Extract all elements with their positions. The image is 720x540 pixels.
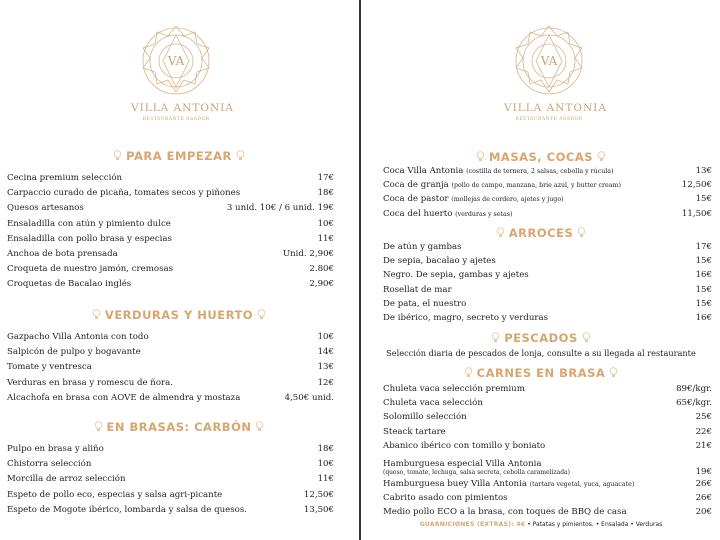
bulb-icon: [577, 227, 586, 238]
bulb-icon: [476, 151, 485, 162]
menu-item: Steack tartare 22€: [383, 426, 712, 437]
section-heading-pescados: PESCADOS: [362, 331, 720, 345]
bulb-icon: [255, 421, 264, 432]
mandala-logo-icon: [139, 22, 213, 100]
menu-list-carnes: [383, 382, 712, 520]
mandala-logo-icon: [512, 22, 586, 100]
bulb-icon: [609, 367, 618, 378]
extras-items: • Patatas y pimientos. • Ensalada • Verduras: [527, 521, 663, 528]
menu-item: Negro. De sepia, gambas y ajetes 16€: [383, 270, 712, 281]
menu-item: De sepia, bacalao y ajetes 15€: [383, 256, 712, 267]
brand-logo: [504, 22, 607, 122]
menu-item: Morcilla de arroz selección 11€: [7, 474, 334, 485]
page-divider: [359, 0, 361, 540]
menu-item: Croqueta de nuestro jamón, cremosas 2.80€: [7, 264, 334, 275]
menu-item: Hamburguesa buey Villa Antonia (tartara vegetal, yuca, aguacate) 26€: [383, 478, 712, 489]
menu-item: Cabrito asado con pimientos 26€: [383, 493, 712, 504]
section-heading-masas: MASAS, COCAS: [362, 150, 720, 164]
bulb-icon: [491, 332, 500, 343]
section-heading-para-empezar: PARA EMPEZAR: [0, 149, 358, 163]
bulb-icon: [236, 150, 245, 161]
menu-item: Hamburguesa especial Villa Antonia (queso, tomate, lechuga, salsa secreta, cebolla caramelizada) 19€: [383, 458, 712, 477]
section-heading-arroces: ARROCES: [362, 226, 720, 240]
menu-item: Abanico ibérico con tomillo y boniato 21€: [383, 440, 712, 451]
menu-item: Coca Villa Antonia (costilla de ternera, 2 salsas, cebolla y rúcula) 13€: [383, 166, 712, 176]
menu-item: Carpaccio curado de picaña, tomates secos y piñones 18€: [7, 188, 334, 199]
brand-name: VILLA ANTONIA: [131, 102, 234, 114]
menu-item: Cecina premium selección 17€: [7, 173, 334, 183]
menu-item: Coca del huerto (verduras y setas) 11,50€: [383, 208, 712, 219]
brand-tagline: RESTAURANTE ASADOR: [142, 117, 210, 122]
bulb-icon: [257, 309, 266, 320]
menu-item: Pulpo en brasa y aliño 18€: [7, 444, 334, 454]
bulb-icon: [496, 227, 505, 238]
menu-item: Alcachofa en brasa con AOVE de almendra y mostaza 4,50€ unid.: [7, 392, 334, 403]
svg-text:VA: VA: [167, 54, 185, 68]
menu-item: Espeto de Mogote ibérico, lombarda y salsa de quesos. 13,50€: [7, 504, 334, 515]
menu-item: Espeto de pollo eco, especias y salsa agri-picante 12,50€: [7, 489, 334, 500]
menu-list-arroces: [383, 240, 712, 325]
bulb-icon: [113, 150, 122, 161]
menu-item: Rosellat de mar 15€: [383, 284, 712, 295]
menu-item: De atún y gambas 17€: [383, 242, 712, 252]
menu-item: De ibérico, magro, secreto y verduras 16€: [383, 312, 712, 323]
pescados-description: Selección diaria de pescados de lonja, consulte a su llegada al restaurante: [386, 348, 696, 358]
brand-logo: [131, 22, 234, 122]
menu-item: Chistorra selección 10€: [7, 459, 334, 470]
menu-item: Quesos artesanos 3 unid. 10€ / 6 unid. 19€: [7, 203, 334, 214]
menu-item: Verduras en brasa y romescu de ñora. 12€: [7, 377, 334, 388]
brand-name: VILLA ANTONIA: [504, 102, 607, 114]
brand-tagline: RESTAURANTE ASADOR: [515, 117, 583, 122]
menu-item: Chuleta vaca selección premium 89€/kgr.: [383, 384, 712, 394]
guarniciones-extras: [362, 521, 720, 528]
menu-item: Ensaladilla con atún y pimiento dulce 10€: [7, 218, 334, 229]
extras-label: GUARNICIONES (EXTRAS): 4€: [419, 521, 526, 528]
menu-item: Coca de pastor (mollejas de cordero, ajetes y jugo) 15€: [383, 194, 712, 205]
bulb-icon: [464, 367, 473, 378]
menu-item: Gazpacho Villa Antonia con todo 10€: [7, 332, 334, 342]
menu-item: Medio pollo ECO a la brasa, con toques de BBQ de casa 20€: [383, 507, 712, 518]
right-page: [362, 0, 720, 540]
bulb-icon: [92, 309, 101, 320]
menu-list-masas: [383, 164, 712, 221]
bulb-icon: [597, 151, 606, 162]
menu-item: Salpicón de pulpo y bogavante 14€: [7, 347, 334, 358]
menu-item: Coca de granja (pollo de campo, manzana, brie azul, y butter cream) 12,50€: [383, 180, 712, 191]
menu-item: De pata, el nuestro 15€: [383, 298, 712, 309]
menu-list-verduras: [7, 330, 334, 406]
bulb-icon: [94, 421, 103, 432]
section-heading-carnes: CARNES EN BRASA: [362, 366, 720, 380]
left-page: [0, 0, 358, 540]
menu-item: Tomate y ventresca 13€: [7, 362, 334, 373]
menu-item: Ensaladilla con pollo brasa y especias 11€: [7, 233, 334, 244]
menu-item: Croquetas de Bacalao inglés 2,90€: [7, 279, 334, 290]
bulb-icon: [582, 332, 591, 343]
menu-item: Chuleta vaca selección 65€/kgr.: [383, 398, 712, 409]
section-heading-verduras: VERDURAS Y HUERTO: [0, 308, 358, 322]
menu-list-brasas: [7, 442, 334, 518]
menu-list-para-empezar: [7, 171, 334, 293]
svg-text:VA: VA: [540, 54, 558, 68]
menu-item: Solomillo selección 25€: [383, 412, 712, 423]
menu-item: Anchoa de bota prensada Unid. 2,90€: [7, 248, 334, 259]
section-heading-brasas: EN BRASAS: CARBÓN: [0, 420, 358, 434]
